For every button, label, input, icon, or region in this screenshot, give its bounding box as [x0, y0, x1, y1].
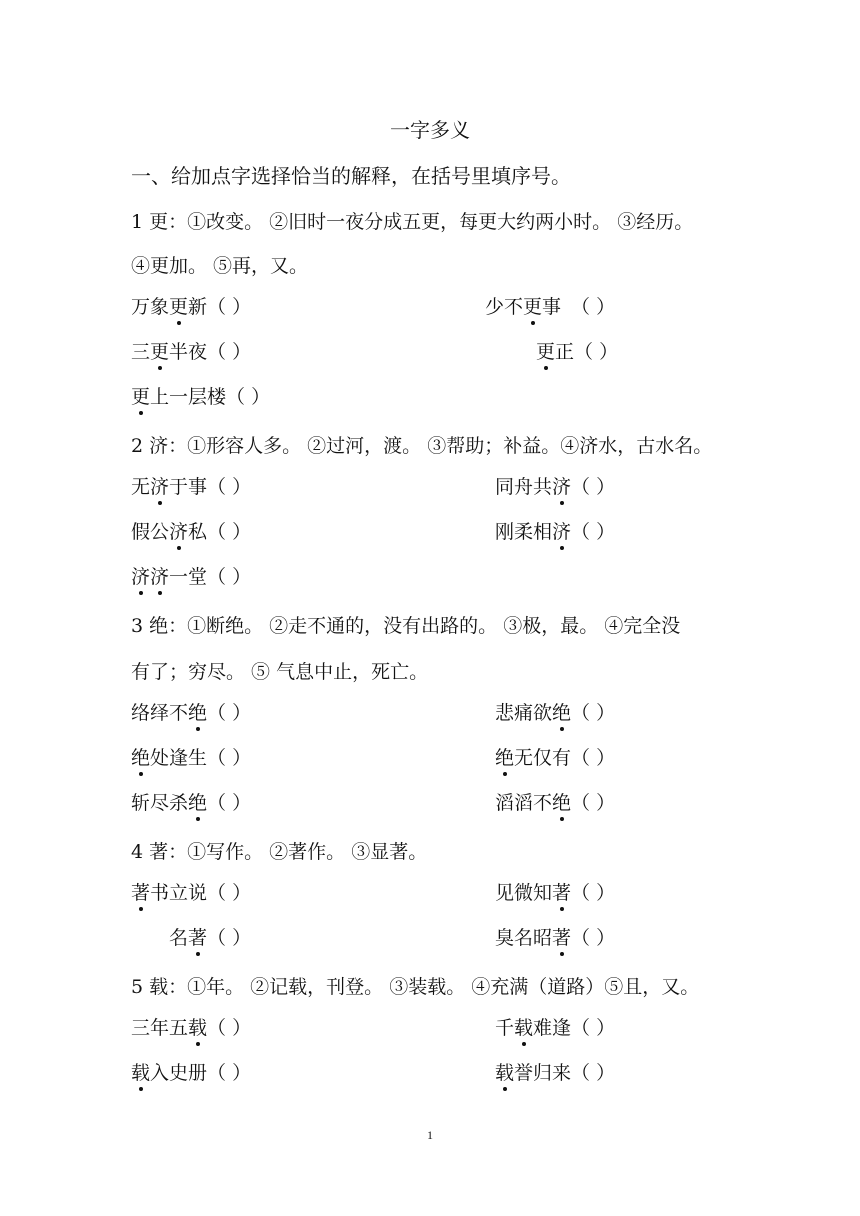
exercise-item: 臭名昭著 （ ） [495, 923, 615, 950]
exercise-item: 假公济 私（ ） [131, 517, 251, 544]
exercise-item: 载 入史册（ ） [131, 1058, 251, 1085]
exercise-item: 名著 （ ） [169, 923, 251, 950]
exercise-item: 悲痛欲绝 （ ） [495, 698, 615, 725]
answer-blank[interactable]: （ ） [207, 1062, 252, 1084]
exercise-item: 绝 处逢生（ ） [131, 743, 251, 770]
dotted-char: 济 [169, 521, 189, 543]
emphasis-dot [158, 591, 162, 595]
dotted-char: 著 [188, 927, 208, 949]
definition-line: 5 载：①年。 ②记载，刊登。 ③装载。 ④充满（道路）⑤且，又。 [131, 976, 700, 998]
emphasis-dot [177, 546, 181, 550]
dotted-char: 更 [150, 341, 170, 363]
dotted-char: 济 [552, 476, 572, 498]
answer-blank[interactable]: （ ） [207, 927, 252, 949]
dotted-char: 著 [552, 882, 572, 904]
definition-line: 1 更：①改变。 ②旧时一夜分成五更，每更大约两小时。 ③经历。 [131, 211, 694, 233]
emphasis-dot [139, 772, 143, 776]
exercise-item: 三年五载 （ ） [131, 1013, 251, 1040]
answer-blank[interactable]: （ ） [207, 296, 252, 318]
emphasis-dot [158, 501, 162, 505]
dotted-char: 绝 [131, 747, 151, 769]
dotted-char: 更 [131, 386, 151, 408]
emphasis-dot [503, 772, 507, 776]
dotted-char: 载 [514, 1017, 534, 1039]
emphasis-dot [196, 1042, 200, 1046]
emphasis-dot [503, 1087, 507, 1091]
emphasis-dot [139, 1087, 143, 1091]
exercise-item: 滔滔不绝 （ ） [495, 788, 615, 815]
dotted-char: 更 [536, 341, 556, 363]
answer-blank[interactable]: （ ） [571, 927, 616, 949]
dotted-char: 济 [150, 476, 170, 498]
answer-blank[interactable]: （ ） [207, 882, 252, 904]
page-title: 一字多义 [390, 118, 470, 142]
answer-blank[interactable]: （ ） [574, 341, 619, 363]
emphasis-dot [544, 366, 548, 370]
emphasis-dot [560, 907, 564, 911]
answer-blank[interactable]: （ ） [571, 296, 616, 318]
exercise-item: 少不更 事 （ ） [485, 292, 615, 319]
dotted-char: 载 [188, 1017, 208, 1039]
exercise-item: 刚柔相济 （ ） [495, 517, 615, 544]
answer-blank[interactable]: （ ） [571, 1017, 616, 1039]
exercise-item: 三更 半夜（ ） [131, 337, 251, 364]
definition-line: ④更加。 ⑤再，又。 [131, 255, 309, 277]
definition-line: 2 济：①形容人多。 ②过河，渡。 ③帮助；补益。④济水，古水名。 [131, 435, 713, 457]
emphasis-dot [196, 817, 200, 821]
exercise-item: 千载 难逢（ ） [495, 1013, 615, 1040]
dotted-char: 济济 [131, 566, 170, 588]
dotted-char: 更 [169, 296, 189, 318]
exercise-item: 见微知著 （ ） [495, 878, 615, 905]
answer-blank[interactable]: （ ） [207, 792, 252, 814]
dotted-char: 绝 [495, 747, 515, 769]
dotted-char: 绝 [188, 702, 208, 724]
exercise-item: 载 誉归来（ ） [495, 1058, 615, 1085]
exercise-item: 斩尽杀绝 （ ） [131, 788, 251, 815]
exercise-item: 著 书立说（ ） [131, 878, 251, 905]
answer-blank[interactable]: （ ） [571, 1062, 616, 1084]
emphasis-dot [560, 546, 564, 550]
page-number: 1 [427, 1128, 433, 1142]
answer-blank[interactable]: （ ） [207, 341, 252, 363]
emphasis-dot [139, 411, 143, 415]
answer-blank[interactable]: （ ） [207, 521, 252, 543]
dotted-char: 载 [495, 1062, 515, 1084]
answer-blank[interactable]: （ ） [207, 1017, 252, 1039]
exercise-item: 绝 无仅有（ ） [495, 743, 615, 770]
answer-blank[interactable]: （ ） [571, 476, 616, 498]
exercise-item: 络绎不绝 （ ） [131, 698, 251, 725]
answer-blank[interactable]: （ ） [226, 386, 271, 408]
dotted-char: 绝 [552, 792, 572, 814]
definition-line: 3 绝：①断绝。 ②走不通的，没有出路的。 ③极，最。 ④完全没 [131, 615, 681, 637]
answer-blank[interactable]: （ ） [207, 476, 252, 498]
dotted-char: 更 [523, 296, 543, 318]
exercise-item: 济济 一堂（ ） [131, 562, 251, 589]
dotted-char: 著 [552, 927, 572, 949]
emphasis-dot [560, 817, 564, 821]
exercise-item: 同舟共济 （ ） [495, 472, 615, 499]
emphasis-dot [139, 591, 143, 595]
emphasis-dot [522, 1042, 526, 1046]
dotted-char: 载 [131, 1062, 151, 1084]
answer-blank[interactable]: （ ） [571, 882, 616, 904]
emphasis-dot [196, 727, 200, 731]
answer-blank[interactable]: （ ） [571, 792, 616, 814]
emphasis-dot [560, 952, 564, 956]
exercise-item: 更 上一层楼（ ） [131, 382, 270, 409]
emphasis-dot [139, 907, 143, 911]
dotted-char: 绝 [552, 702, 572, 724]
answer-blank[interactable]: （ ） [571, 521, 616, 543]
dotted-char: 著 [131, 882, 151, 904]
answer-blank[interactable]: （ ） [207, 702, 252, 724]
emphasis-dot [531, 321, 535, 325]
dotted-char: 绝 [188, 792, 208, 814]
definition-line: 4 著：①写作。 ②著作。 ③显著。 [131, 841, 428, 863]
definition-line: 有了；穷尽。 ⑤ 气息中止，死亡。 [131, 661, 429, 683]
answer-blank[interactable]: （ ） [571, 702, 616, 724]
answer-blank[interactable]: （ ） [207, 747, 252, 769]
exercise-item: 万象更 新（ ） [131, 292, 251, 319]
emphasis-dot [560, 501, 564, 505]
exercise-item: 更 正（ ） [536, 337, 618, 364]
emphasis-dot [177, 321, 181, 325]
answer-blank[interactable]: （ ） [571, 747, 616, 769]
emphasis-dot [196, 952, 200, 956]
dotted-char: 济 [552, 521, 572, 543]
emphasis-dot [560, 727, 564, 731]
emphasis-dot [158, 366, 162, 370]
exercise-item: 无济 于事（ ） [131, 472, 251, 499]
instruction: 一、给加点字选择恰当的解释，在括号里填序号。 [131, 164, 571, 188]
answer-blank[interactable]: （ ） [207, 566, 252, 588]
